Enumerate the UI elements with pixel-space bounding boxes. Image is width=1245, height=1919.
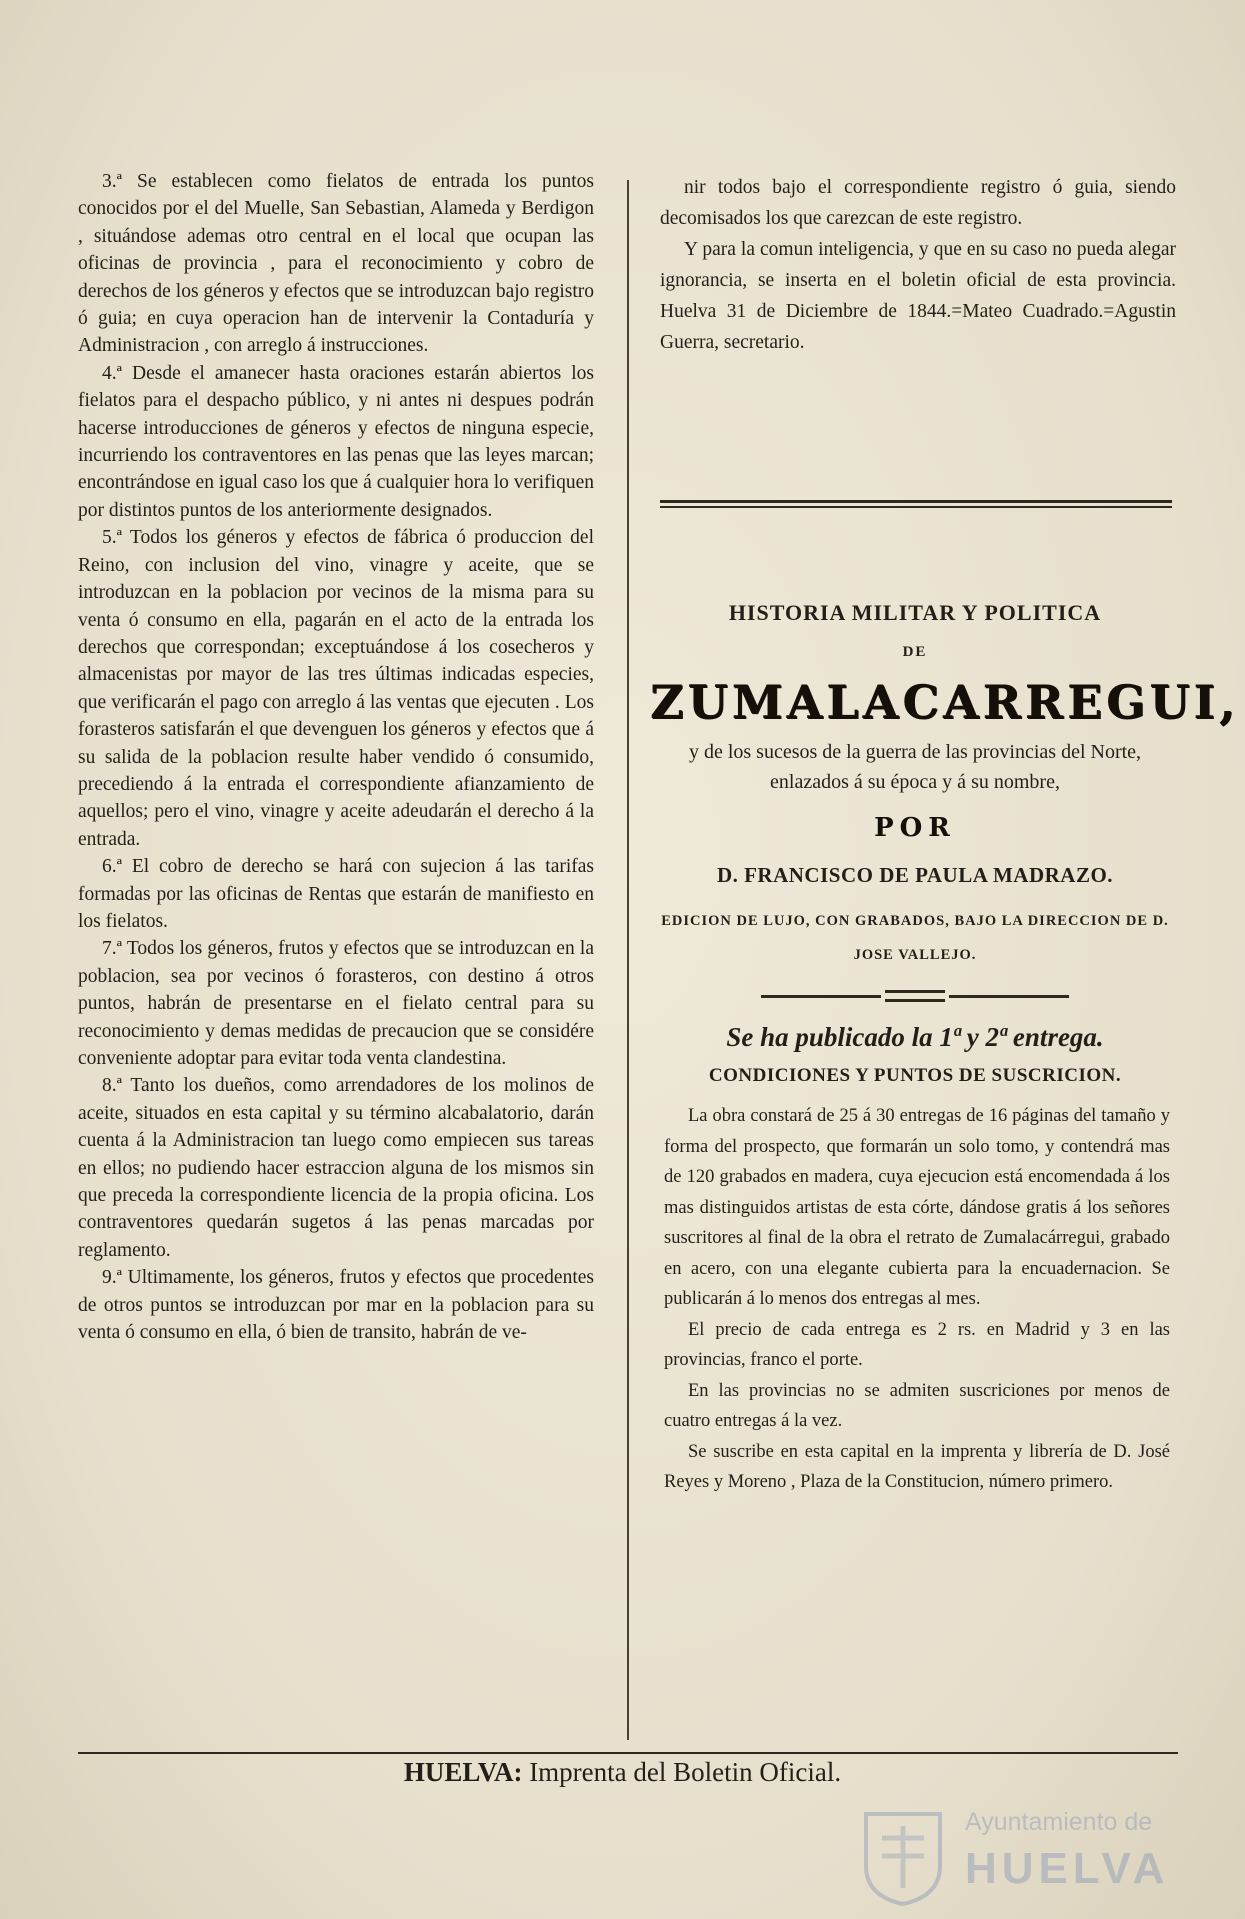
imprint-printer: Imprenta del Boletin Oficial. [522, 1757, 842, 1787]
column-divider [627, 180, 629, 1740]
condition-item: Se suscribe en esta capital en la imprenta y librería de D. José Reyes y Moreno , Plaza de la Constitucion, número primero. [664, 1441, 1170, 1492]
article-3: 3.ª Se establecen como fielatos de entrada los puntos conocidos por el del Muelle, San Sebastian, Alameda y Berdigon , situándose ademas otro central en el local que ocupan las oficinas de provincia , para el reconocimiento y cobro de derechos de los géneros y efectos que se introduzcan bajo registro ó guia; en cuya operacion han de intervenir la Contaduría y Administracion , con arreglo á instrucciones. [78, 171, 594, 357]
ad-conditions-heading: CONDICIONES Y PUNTOS DE SUSCRICION. [708, 1065, 1122, 1086]
closing-paragraph: Y para la comun inteligencia, y que en su caso no pueda alegar ignorancia, se inserta en el boletin oficial de esta provincia. Huelva 31 de Diciembre de 1844.=Mateo Cuadrado.=Agustin Guerra, secretario. [660, 239, 1176, 353]
continuation-paragraph: nir todos bajo el correspondiente registro ó guia, siendo decomisados los que carezcan de este registro. [660, 177, 1176, 229]
article-5: 5.ª Todos los géneros y efectos de fábrica ó produccion del Reino, con inclusion del vino, vinagre y aceite, que se introduzcan en la poblacion por vecinos de la misma para su venta ó consumo en ella, pagarán en el acto de la entrada los derechos que correspondan; exceptuándose á los cosecheros y almacenistas por mayor de las tres últimas indicadas especies, que verificarán el pago con arreglo á las ventas que ejecuten . Los forasteros satisfarán el que devenguen los géneros y efectos que á su salida de la poblacion resulte haber vendido ó consumido, precediendo á la entrada el correspondiente afianzamiento de aquellos; pero el vino, vinagre y aceite adeudarán el derecho á la entrada. [78, 527, 594, 850]
archive-watermark [860, 1808, 1200, 1908]
book-advertisement [650, 592, 1240, 1498]
ad-conditions [650, 1101, 1180, 1498]
section-double-rule [660, 500, 1172, 511]
ad-subject-name: ZUMALACARREGUI, [650, 675, 1240, 729]
article-9: 9.ª Ultimamente, los géneros, frutos y efectos que procedentes de otros puntos se introduzcan por mar en la poblacion para su venta ó consumo en ella, ó bien de transito, habrán de ve- [78, 1267, 594, 1344]
right-column [660, 172, 1176, 358]
ad-subtitle: y de los sucesos de la guerra de las provincias del Norte, enlazados á su época y á su nombre, [688, 741, 1142, 793]
left-column [78, 168, 594, 1346]
article-7: 7.ª Todos los géneros, frutos y efectos que se introduzcan en la poblacion, sea por vecinos ó forasteros, con destino á otros puntos, habrán de presentarse en el fielato central para su reconocimiento y demas medidas de precaucion que se considére conveniente adoptar para evitar toda venta clandestina. [78, 938, 594, 1069]
ad-de: DE [902, 644, 928, 660]
watermark-line-2: HUELVA [965, 1844, 1170, 1893]
condition-item: La obra constará de 25 á 30 entregas de 16 páginas del tamaño y forma del prospecto, que formarán un solo tomo, y contendrá mas de 120 grabados en madera, cuya ejecucion está encomendada á los mas distinguidos artistas de esta córte, dándose gratis á los señores suscritores al final de la obra el retrato de Zumalacárregui, grabado en acero, con una elegante cubierta para la encuadernacion. Se publicarán á lo menos dos entregas al mes. [664, 1106, 1170, 1309]
shield-icon [860, 1808, 946, 1908]
imprint-footer [0, 1754, 1245, 1790]
article-6: 6.ª El cobro de derecho se hará con sujecion á las tarifas formadas por las oficinas de Rentas que estarán de manifiesto en los fielatos. [78, 856, 594, 932]
ad-author: D. FRANCISCO DE PAULA MADRAZO. [716, 863, 1114, 887]
ad-published-notice: Se ha publicado la 1ª y 2ª entrega. [726, 1022, 1104, 1052]
article-4: 4.ª Desde el amanecer hasta oraciones estarán abiertos los fielatos para el despacho público, y ni antes ni despues podrán hacerse introducciones de géneros y efectos de ninguna especie, incurriendo los contraventores en las penas que las leyes marcan; encontrándose en igual caso los que á cualquier hora lo verifiquen por distintos puntos de los anteriormente designados. [78, 362, 594, 521]
ad-por: POR [874, 813, 956, 843]
ad-title: HISTORIA MILITAR Y POLITICA [728, 600, 1102, 625]
imprint-place: HUELVA: [403, 1757, 523, 1787]
ad-edition-note: EDICION DE LUJO, CON GRABADOS, BAJO LA DIRECCION DE D. JOSE VALLEJO. [661, 913, 1169, 963]
article-8: 8.ª Tanto los dueños, como arrendadores de los molinos de aceite, situados en esta capital y su término alcabalatorio, darán cuenta á la Administracion tan luego como empiecen sus tareas en ellos; no pudiendo hacer estraccion alguna de los mismos sin que preceda la correspondiente licencia de la propia oficina. Los contraventores quedarán sugetos á las penas marcadas por reglamento. [78, 1075, 594, 1261]
ornament-divider [650, 990, 1180, 1002]
condition-item: El precio de cada entrega es 2 rs. en Madrid y 3 en las provincias, franco el porte. [664, 1319, 1170, 1370]
watermark-line-1: Ayuntamiento de [965, 1808, 1153, 1836]
condition-item: En las provincias no se admiten suscriciones por menos de cuatro entregas á la vez. [664, 1380, 1170, 1431]
